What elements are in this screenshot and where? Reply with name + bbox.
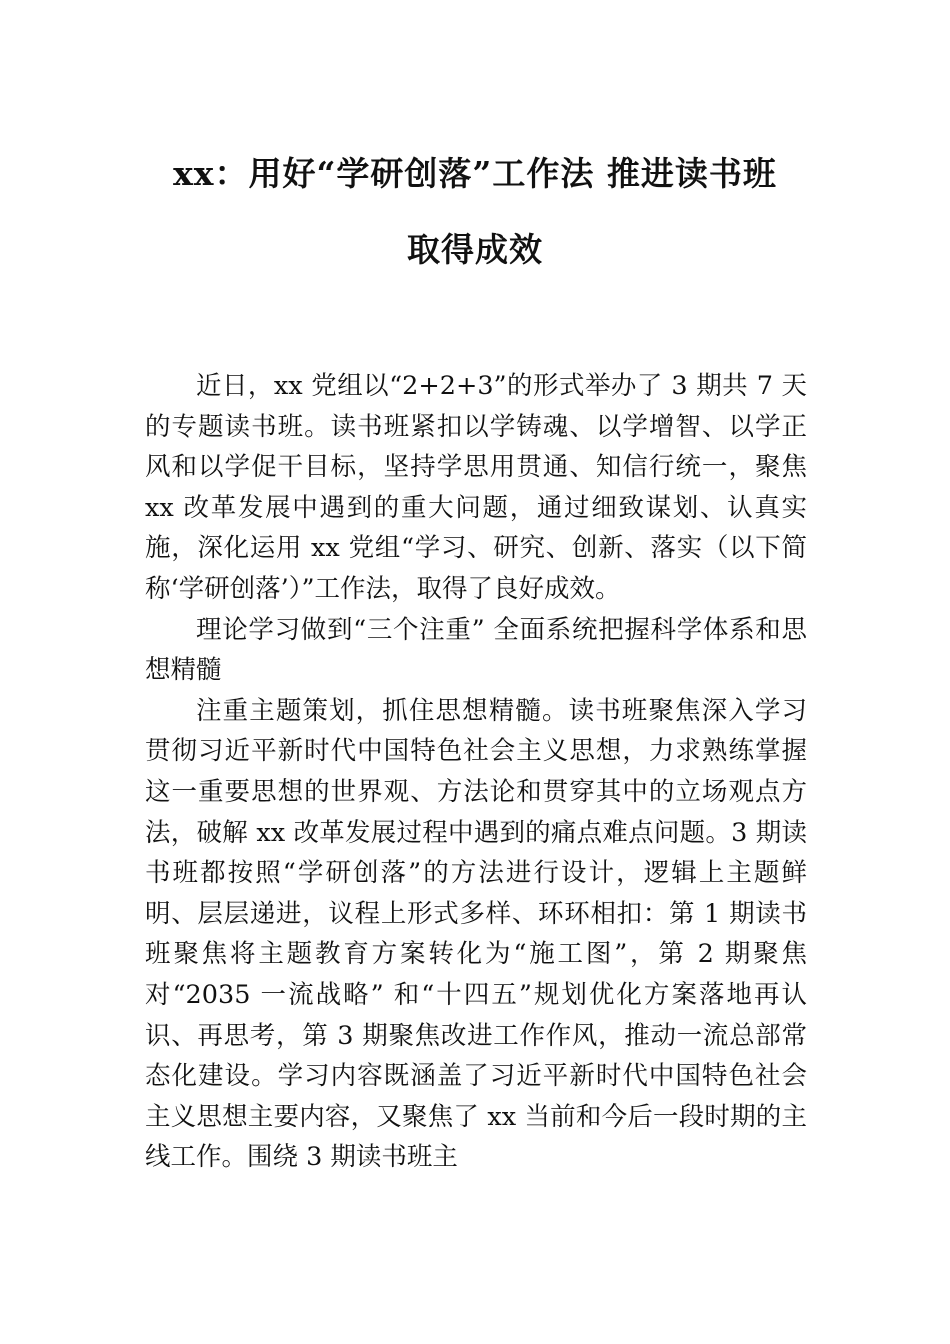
- paragraph-section-heading: 理论学习做到“三个注重” 全面系统把握科学体系和思想精髓: [145, 614, 807, 686]
- paragraph-intro: 近日，xx 党组以“2+2+3”的形式举办了 3 期共 7 天的专题读书班。读书班紧扣以学铸魂、以学增智、以学正风和以学促干目标，坚持学思用贯通、知信行统一，聚焦 xx 改革发展中遇到的重大问题，通过细致谋划、认真实施，深化运用 xx 党组“学习、研究、创新、落实（以下简称‘学研创落’）”工作法，取得了良好成效。: [145, 371, 807, 604]
- paragraph-main: 注重主题策划，抓住思想精髓。读书班聚焦深入学习贯彻习近平新时代中国特色社会主义思想，力求熟练掌握这一重要思想的世界观、方法论和贯穿其中的立场观点方法，破解 xx 改革发展过程中遇到的痛点难点问题。3 期读书班都按照“学研创落”的方法进行设计，逻辑上主题鲜明、层层递进，议程上形式多样、环环相扣：第 1 期读书班聚焦将主题教育方案转化为“施工图”，第 2 期聚焦对“2035 一流战略” 和“十四五”规划优化方案落地再认识、再思考，第 3 期聚焦改进工作作风，推动一流总部常态化建设。学习内容既涵盖了习近平新时代中国特色社会主义思想主要内容，又聚焦了 xx 当前和今后一段时期的主线工作。围绕 3 期读书班主: [145, 695, 807, 1173]
- document-title-line-1: xx：用好“学研创落”工作法 推进读书班: [173, 154, 777, 193]
- document-title-line-2: 取得成效: [407, 230, 543, 269]
- document-body: [145, 366, 807, 1178]
